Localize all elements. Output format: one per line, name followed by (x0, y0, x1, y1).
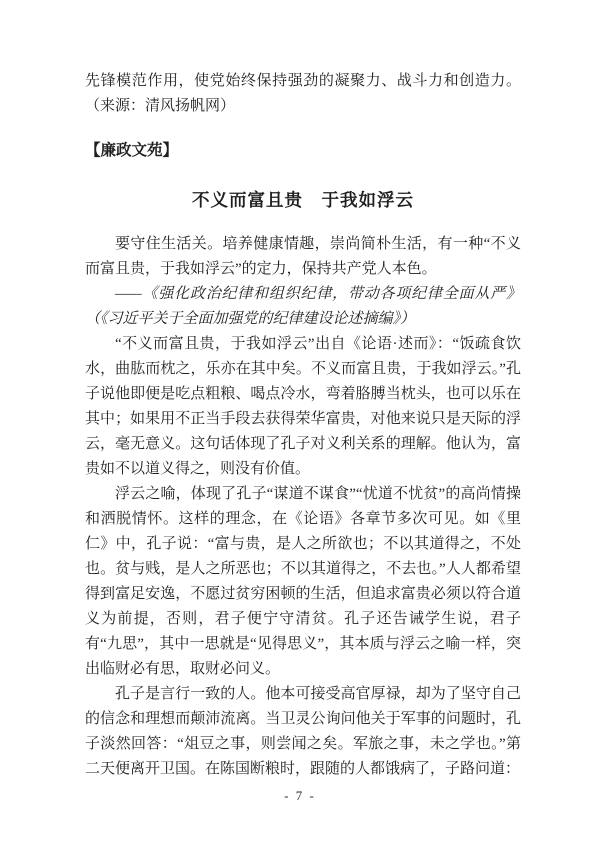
attribution-line: ——《强化政治纪律和组织纪律，带动各项纪律全面从严》（《习近平关于全面加强党的纪律建设论述摘编》） (85, 286, 521, 327)
page-number: - 7 - (284, 788, 316, 803)
body-paragraph-3: 孔子是言行一致的人。他本可接受高官厚禄，却为了坚守自己的信念和理想而颠沛流离。当卫灵公询问他关于军事的问题时，孔子淡然回答：“俎豆之事，则尝闻之矣。军旅之事，未之学也。”第二天便离开卫国。在陈国断粮时，跟随的人都饿病了，子路问道： (85, 686, 521, 777)
carryover-paragraph: 先锋模范作用，使党始终保持强劲的凝聚力、战斗力和创造力。（来源：清风扬帆网） (85, 73, 521, 114)
body-paragraph-2: 浮云之喻，体现了孔子“谋道不谋食”“忧道不忧贫”的高尚情操和洒脱情怀。这样的理念，在《论语》各章节多次可见。如《里仁》中，孔子说：“富与贵，是人之所欲也；不以其道得之，不处也。贫与贱，是人之所恶也；不以其道得之，不去也。”人人都希望得到富足安逸，不愿过贫穷困顿的生活，但追求富贵必须以符合道义为前提，否则，君子便宁守清贫。孔子还告诫学生说，君子有“九思”，其中一思就是“见得思义”，其本质与浮云之喻一样，突出临财必有思，取财必问义。 (85, 486, 521, 677)
section-header: 【廉政文苑】 (85, 142, 179, 159)
body-paragraph-1: “不义而富且贵，于我如浮云”出自《论语·述而》：“饭疏食饮水，曲肱而枕之，乐亦在其中矣。不义而富且贵，于我如浮云。”孔子说他即便是吃点粗粮、喝点冷水，弯着胳膊当枕头，也可以乐在其中；如果用不正当手段去获得荣华富贵，对他来说只是天际的浮云，毫无意义。这句话体现了孔子对义利关系的理解。他认为，富贵如不以道义得之，则没有价值。 (85, 336, 521, 477)
lead-paragraph: 要守住生活关。培养健康情趣，崇尚简朴生活，有一种“不义而富且贵，于我如浮云”的定力，保持共产党人本色。 (85, 236, 521, 277)
article-title: 不义而富且贵 于我如浮云 (192, 190, 414, 210)
